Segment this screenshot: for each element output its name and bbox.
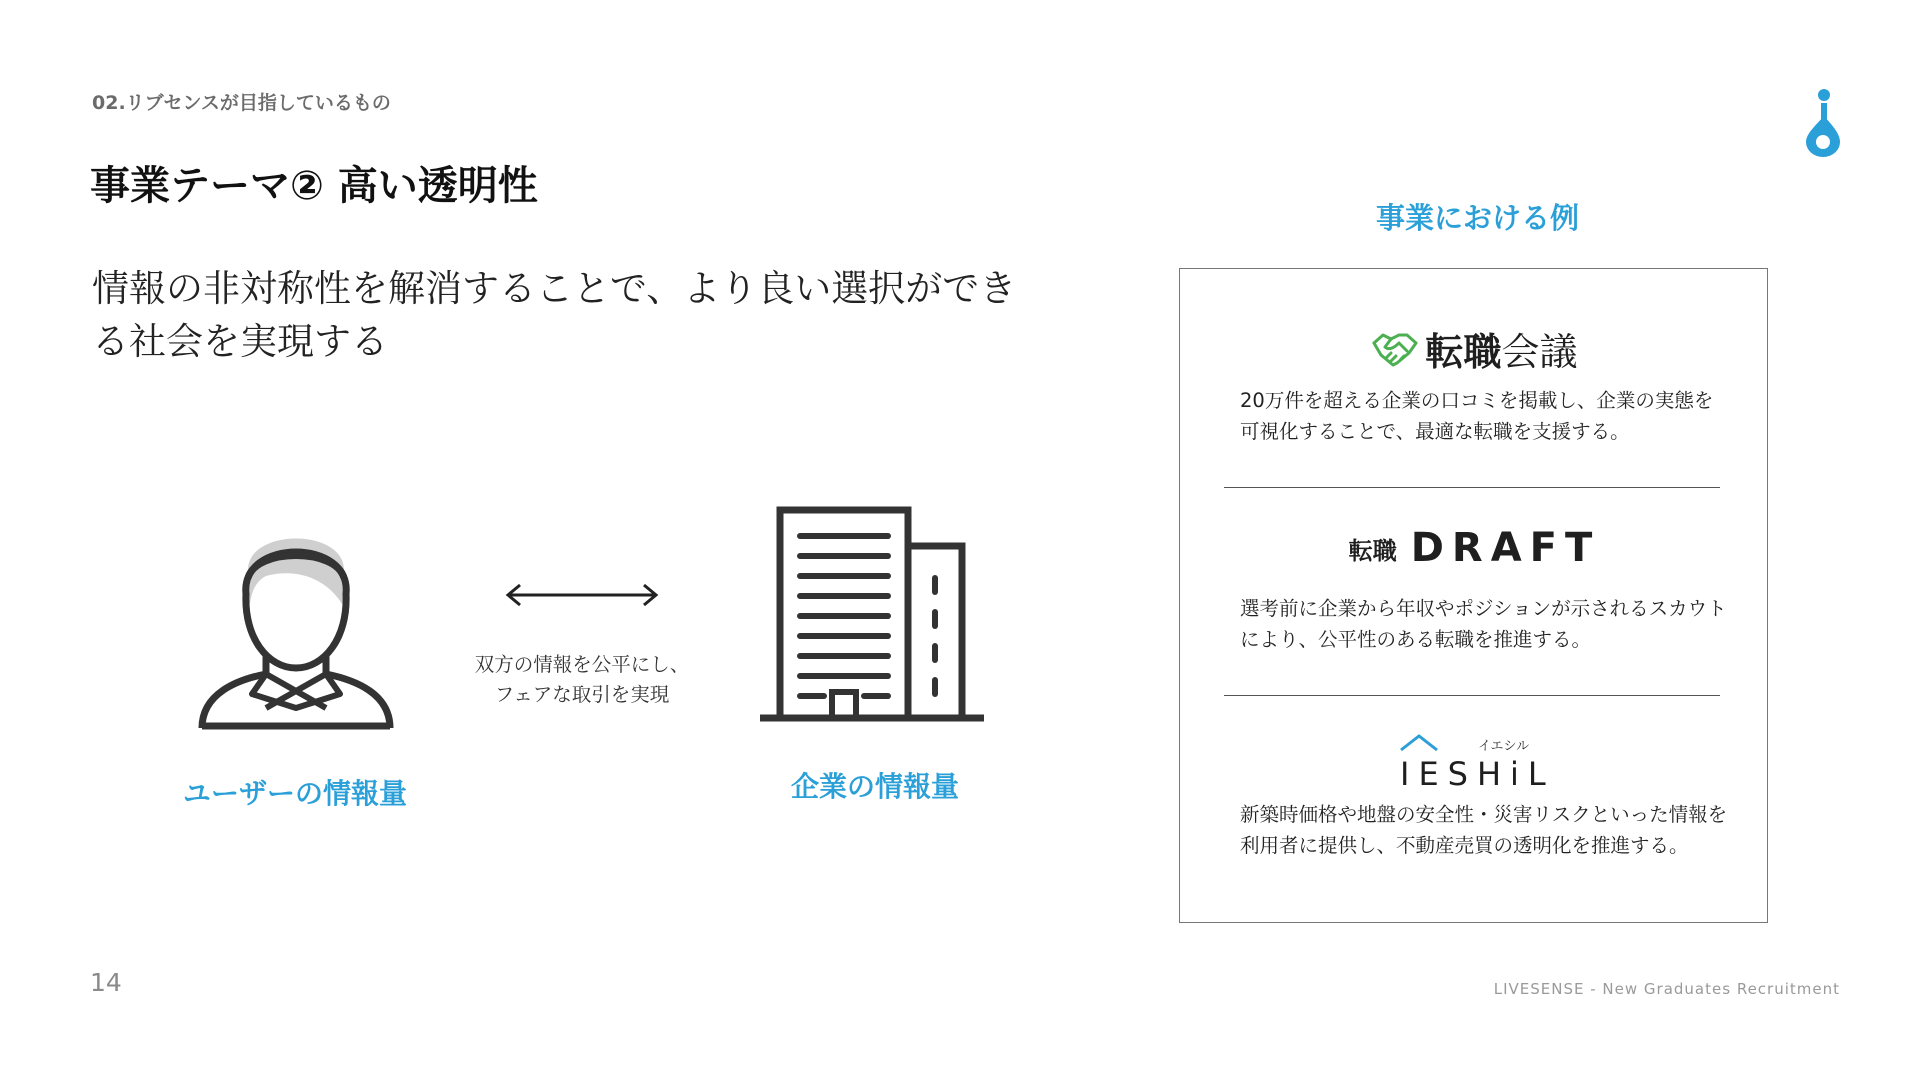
arrow-caption: [440, 650, 724, 710]
tenshoku-kaigi-logo: [1180, 321, 1769, 376]
lead-statement: 情報の非対称性を解消することで、より良い選択ができる社会を実現する: [92, 267, 1017, 363]
building-icon: [760, 506, 984, 724]
examples-heading: 事業における例: [1375, 201, 1579, 235]
arrow-caption-line1: 双方の情報を公平にし、: [474, 653, 690, 676]
ieshil-wordmark: IESHiL: [1400, 755, 1555, 793]
arrow-caption-line2: フェアな取引を実現: [494, 683, 670, 706]
draft-prefix: 転職: [1348, 536, 1397, 565]
page-title: 事業テーマ② 高い透明性: [90, 163, 538, 209]
user-info-label: ユーザーの情報量: [182, 777, 407, 810]
company-info-label: 企業の情報量: [790, 770, 959, 803]
tenshoku-kaigi-wordmark: 転職会議: [1425, 330, 1578, 374]
case-description: 選考前に企業から年収やポジションが示されるスカウトにより、公平性のある転職を推進する。: [1240, 597, 1727, 651]
draft-wordmark: DRAFT: [1410, 525, 1601, 571]
ieshil-kana: イエシル: [1478, 739, 1530, 754]
footer-text: LIVESENSE - New Graduates Recruitment: [1493, 980, 1840, 998]
case-description: 新築時価格や地盤の安全性・災害リスクといった情報を利用者に提供し、不動産売買の透明化を推進する。: [1240, 803, 1728, 857]
house-roof-icon: [1398, 733, 1440, 753]
divider: [1224, 695, 1720, 696]
divider: [1224, 487, 1720, 488]
tenshoku-draft-logo: [1180, 525, 1769, 571]
page-number: 14: [90, 968, 122, 997]
double-arrow-icon: [504, 580, 660, 610]
livesense-logo-icon: [1798, 86, 1848, 158]
case-description: 20万件を超える企業の口コミを掲載し、企業の実態を可視化することで、最適な転職を支援する。: [1240, 389, 1714, 443]
handshake-icon: [1371, 329, 1419, 369]
examples-box: [1179, 268, 1768, 923]
person-icon: [196, 508, 396, 730]
section-label: 02.リブセンスが目指しているもの: [92, 92, 391, 114]
ieshil-logo: [1400, 735, 1560, 795]
